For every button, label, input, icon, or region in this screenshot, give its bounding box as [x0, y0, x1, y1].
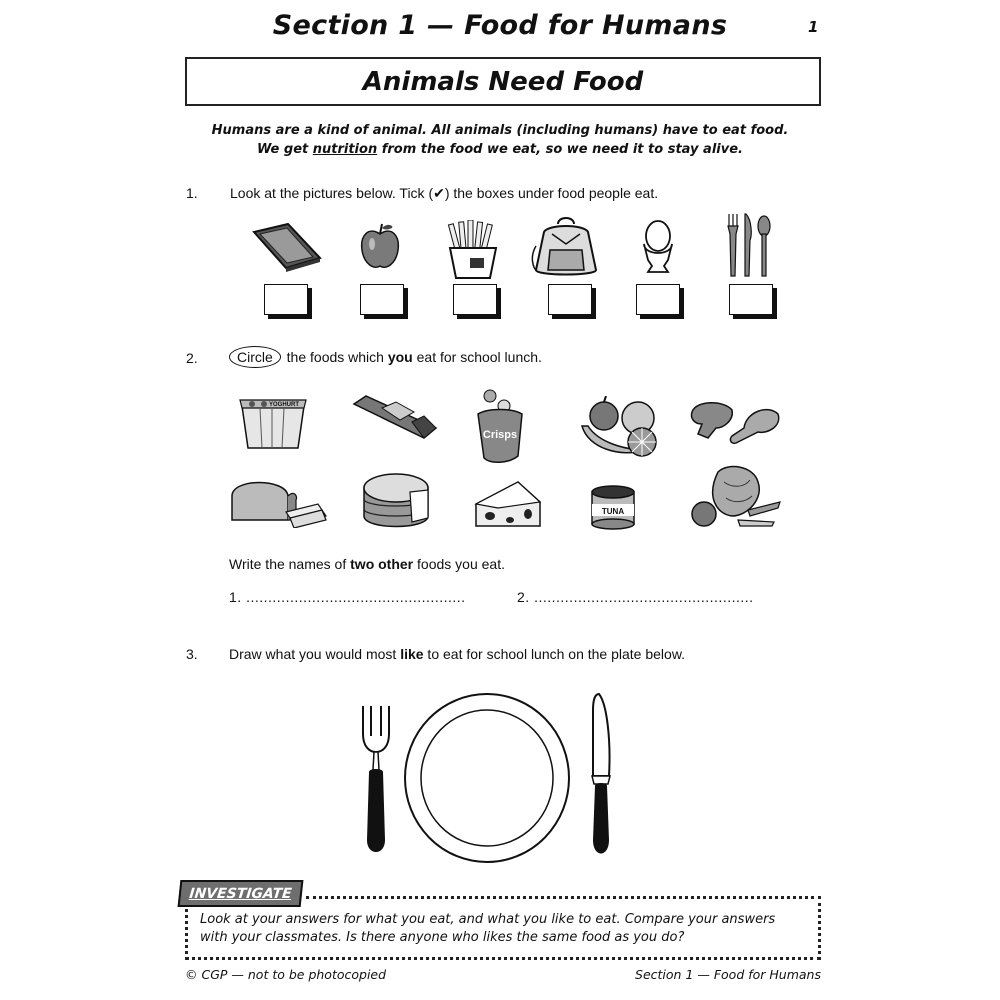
- tick-box-egg[interactable]: [636, 284, 680, 315]
- investigate-line-2: with your classmates. Is there anyone who likes the same food as you do?: [200, 930, 685, 945]
- page-title: Animals Need Food: [362, 66, 644, 97]
- tuna-can-icon[interactable]: [588, 484, 638, 530]
- cheese-icon[interactable]: [474, 478, 542, 530]
- question-2-bold: you: [387, 349, 413, 365]
- question-3-bold: like: [400, 646, 424, 662]
- intro-text: We get: [257, 142, 313, 157]
- write-names-b: foods you eat.: [413, 556, 505, 572]
- vegetables-icon[interactable]: [688, 462, 784, 532]
- answer-line-1[interactable]: 1. ..................................................: [229, 589, 466, 605]
- question-2-text: [229, 346, 542, 368]
- footer-copyright: © CGP — not to be photocopied: [185, 967, 387, 982]
- page-title-box: [185, 57, 821, 106]
- investigate-top-border: [306, 896, 821, 899]
- tick-box-phone[interactable]: [264, 284, 308, 315]
- chocolate-bar-icon[interactable]: [352, 394, 438, 442]
- intro-line-2: [0, 142, 1000, 157]
- meat-icon[interactable]: [688, 398, 782, 448]
- investigate-label: INVESTIGATE: [178, 880, 304, 907]
- question-1-number: 1.: [186, 185, 198, 201]
- apple-icon: [358, 222, 403, 272]
- backpack-icon: [530, 216, 602, 278]
- tick-box-cutlery[interactable]: [729, 284, 773, 315]
- fries-icon: [444, 220, 502, 280]
- crisps-icon[interactable]: [474, 386, 526, 466]
- investigate-text: [200, 911, 810, 947]
- page-number: 1: [808, 18, 819, 36]
- yoghurt-icon[interactable]: [238, 396, 308, 454]
- tuna-label: TUNA: [601, 507, 625, 516]
- nutrition-word: nutrition: [312, 142, 378, 157]
- question-1-text: Look at the pictures below. Tick (✔) the boxes under food people eat.: [230, 185, 659, 201]
- cake-icon[interactable]: [360, 468, 432, 530]
- tick-box-fries[interactable]: [453, 284, 497, 315]
- cutlery-icon: [726, 212, 772, 278]
- tick-box-backpack[interactable]: [548, 284, 592, 315]
- write-names-bold: two other: [350, 556, 414, 572]
- intro-line-1: Humans are a kind of animal. All animals (including humans) have to eat food.: [211, 123, 789, 138]
- plate-icon[interactable]: [405, 694, 569, 862]
- tick-box-apple[interactable]: [360, 284, 404, 315]
- knife-icon: [592, 694, 610, 854]
- yoghurt-label: YOGHURT: [269, 402, 299, 408]
- question-2-text-a: the foods which: [282, 349, 388, 365]
- write-names-a: Write the names of: [229, 556, 351, 572]
- section-heading: Section 1 — Food for Humans: [272, 10, 728, 41]
- footer-section: Section 1 — Food for Humans: [635, 967, 821, 982]
- intro-text: from the food we eat, so we need it to stay alive.: [377, 142, 743, 157]
- fork-icon: [363, 706, 389, 852]
- bread-icon[interactable]: [228, 476, 328, 528]
- fruit-icon[interactable]: [580, 396, 664, 460]
- question-3-text-b: to eat for school lunch on the plate below.: [423, 646, 686, 662]
- question-2-text-b: eat for school lunch.: [412, 349, 542, 365]
- answer-line-2[interactable]: 2. ..................................................: [517, 589, 754, 605]
- phone-icon: [250, 220, 325, 275]
- crisps-label: Crisps: [482, 429, 518, 441]
- question-2-number: 2.: [186, 350, 198, 366]
- question-3-number: 3.: [186, 646, 198, 662]
- investigate-line-1: Look at your answers for what you eat, and what you like to eat. Compare your answers: [200, 912, 776, 927]
- egg-icon: [640, 220, 676, 276]
- circle-word: Circle: [229, 346, 281, 368]
- write-names-text: [229, 556, 505, 572]
- question-3-text: [229, 646, 685, 662]
- plate-drawing-area[interactable]: [355, 690, 620, 865]
- question-3-text-a: Draw what you would most: [229, 646, 401, 662]
